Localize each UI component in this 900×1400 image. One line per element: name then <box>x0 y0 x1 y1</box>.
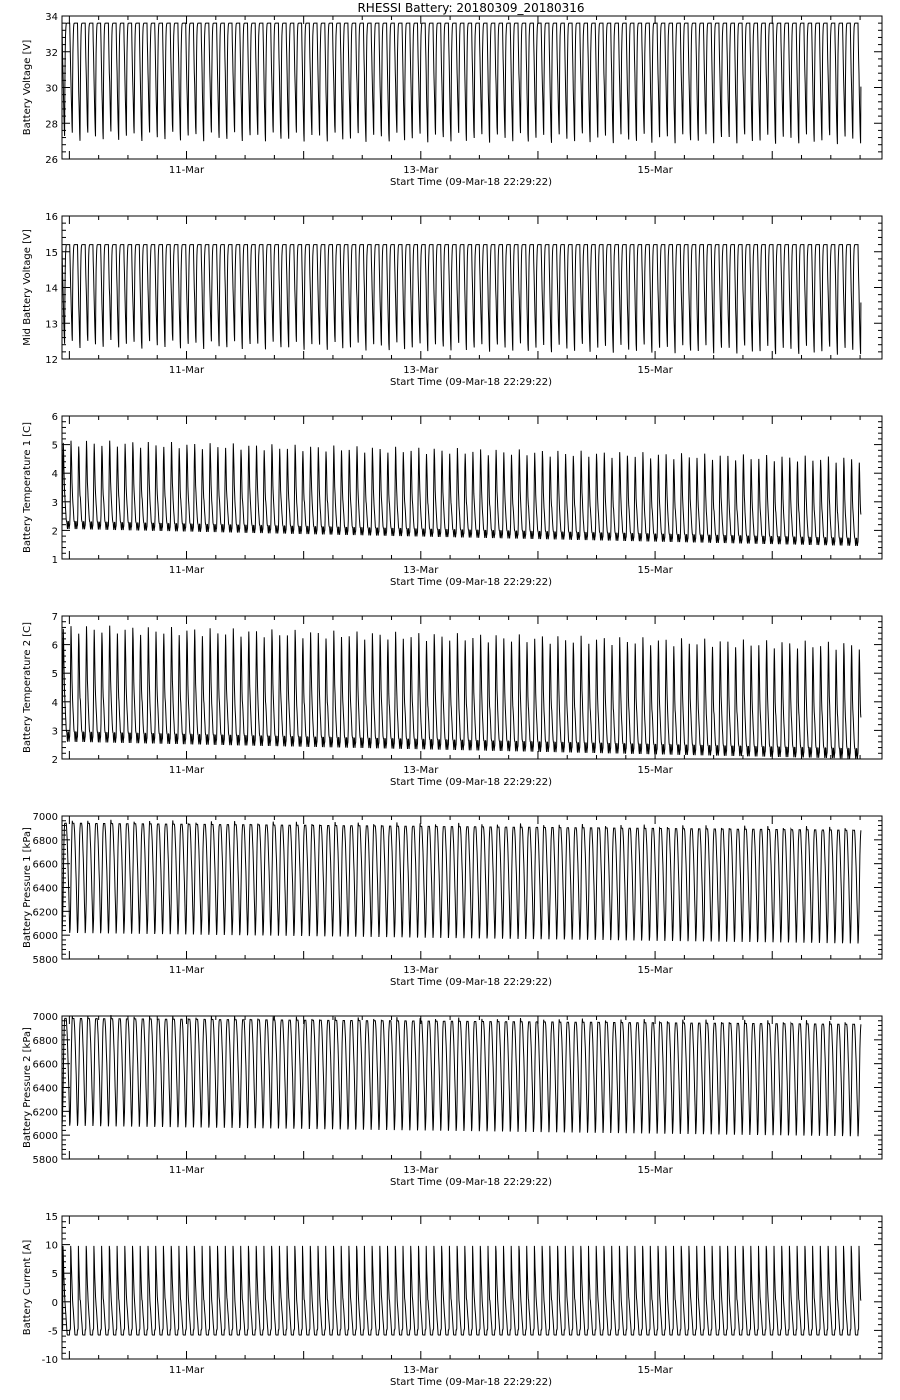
y-tick-label: 26 <box>45 155 58 166</box>
x-axis-label: Start Time (09-Mar-18 22:29:22) <box>389 777 553 788</box>
x-axis-label: Start Time (09-Mar-18 22:29:22) <box>389 977 553 988</box>
figure-title: RHESSI Battery: 20180309_20180316 <box>357 1 585 15</box>
y-tick-label: 6600 <box>32 1059 58 1071</box>
x-tick-label: 13-Mar <box>403 965 439 976</box>
panels <box>22 12 882 1388</box>
x-tick-label: 11-Mar <box>168 1165 205 1176</box>
x-axis-label: Start Time (09-Mar-18 22:29:22) <box>389 1377 553 1388</box>
y-tick-label: 5 <box>51 1269 58 1281</box>
y-axis-label: Battery Voltage [V] <box>22 39 33 136</box>
y-tick-label: 5800 <box>32 955 58 966</box>
x-axis-label: Start Time (09-Mar-18 22:29:22) <box>389 377 553 388</box>
y-tick-label: 28 <box>45 119 58 131</box>
y-axis-label: Battery Current [A] <box>22 1239 33 1336</box>
y-tick-label: 7000 <box>32 1012 58 1023</box>
x-tick-label: 13-Mar <box>403 1365 439 1376</box>
x-tick-label: 15-Mar <box>637 365 673 376</box>
x-tick-label: 13-Mar <box>403 365 439 376</box>
x-tick-label: 11-Mar <box>168 165 205 176</box>
x-tick-label: 11-Mar <box>168 1365 205 1376</box>
y-tick-label: 5 <box>51 440 58 452</box>
data-series <box>62 245 861 355</box>
y-tick-label: 6 <box>51 640 58 652</box>
y-tick-label: 15 <box>45 247 58 259</box>
y-axis-label: Battery Pressure 1 [kPa] <box>22 827 33 948</box>
y-tick-label: 0 <box>51 1297 58 1309</box>
y-tick-label: -10 <box>41 1355 58 1366</box>
panel-7 <box>22 1212 882 1388</box>
x-tick-label: 15-Mar <box>637 765 673 776</box>
y-tick-label: 4 <box>51 697 58 709</box>
y-tick-label: 16 <box>45 212 58 223</box>
x-tick-label: 11-Mar <box>168 565 205 576</box>
panel-1 <box>22 12 882 188</box>
y-tick-label: 30 <box>45 83 58 95</box>
x-tick-label: 11-Mar <box>168 365 205 376</box>
data-series <box>62 626 861 759</box>
y-axis-label: Battery Pressure 2 [kPa] <box>22 1027 33 1148</box>
x-axis-label: Start Time (09-Mar-18 22:29:22) <box>389 1177 553 1188</box>
y-tick-label: 6200 <box>32 1107 58 1119</box>
y-tick-label: 7000 <box>32 812 58 823</box>
x-tick-label: 15-Mar <box>637 1365 673 1376</box>
y-tick-label: 6000 <box>32 1131 58 1143</box>
plot-frame <box>62 216 882 359</box>
y-tick-label: 5800 <box>32 1155 58 1166</box>
x-tick-label: 11-Mar <box>168 765 205 776</box>
x-tick-label: 13-Mar <box>403 1165 439 1176</box>
x-tick-label: 13-Mar <box>403 165 439 176</box>
data-series <box>62 1015 861 1136</box>
y-tick-label: 7 <box>51 612 58 623</box>
data-series <box>62 820 861 944</box>
y-tick-label: 2 <box>51 755 58 766</box>
y-tick-label: 6400 <box>32 1083 58 1095</box>
x-tick-label: 15-Mar <box>637 1165 673 1176</box>
y-tick-label: 34 <box>45 12 58 23</box>
y-tick-label: 14 <box>45 283 58 295</box>
y-tick-label: 6000 <box>32 931 58 943</box>
y-axis-label: Mid Battery Voltage [V] <box>22 229 33 346</box>
y-tick-label: 15 <box>45 1212 58 1223</box>
x-tick-label: 15-Mar <box>637 565 673 576</box>
x-tick-label: 15-Mar <box>637 965 673 976</box>
data-series <box>62 23 861 144</box>
x-tick-label: 11-Mar <box>168 965 205 976</box>
panel-4 <box>22 612 882 788</box>
panel-2 <box>22 212 882 388</box>
y-tick-label: 13 <box>45 319 58 331</box>
y-tick-label: 6400 <box>32 883 58 895</box>
x-tick-label: 13-Mar <box>403 765 439 776</box>
y-tick-label: 4 <box>51 469 58 481</box>
y-tick-label: 2 <box>51 526 58 538</box>
panel-6 <box>22 1012 882 1188</box>
x-tick-label: 15-Mar <box>637 165 673 176</box>
y-tick-label: 3 <box>51 726 58 738</box>
y-tick-label: 6600 <box>32 859 58 871</box>
y-tick-label: 6800 <box>32 835 58 847</box>
y-tick-label: 1 <box>51 555 58 566</box>
panel-3 <box>22 412 882 588</box>
data-series <box>62 1246 861 1335</box>
panel-5 <box>22 812 882 988</box>
data-series <box>62 441 861 546</box>
y-tick-label: 12 <box>45 355 58 366</box>
y-tick-label: 6800 <box>32 1035 58 1047</box>
y-tick-label: 6200 <box>32 907 58 919</box>
y-axis-label: Battery Temperature 1 [C] <box>22 421 33 554</box>
y-tick-label: 32 <box>45 47 58 59</box>
x-axis-label: Start Time (09-Mar-18 22:29:22) <box>389 177 553 188</box>
y-tick-label: 3 <box>51 497 58 509</box>
y-tick-label: 10 <box>45 1240 58 1252</box>
x-axis-label: Start Time (09-Mar-18 22:29:22) <box>389 577 553 588</box>
y-tick-label: 5 <box>51 669 58 681</box>
x-tick-label: 13-Mar <box>403 565 439 576</box>
y-axis-label: Battery Temperature 2 [C] <box>22 621 33 754</box>
y-tick-label: 6 <box>51 412 58 423</box>
y-tick-label: -5 <box>48 1326 58 1338</box>
